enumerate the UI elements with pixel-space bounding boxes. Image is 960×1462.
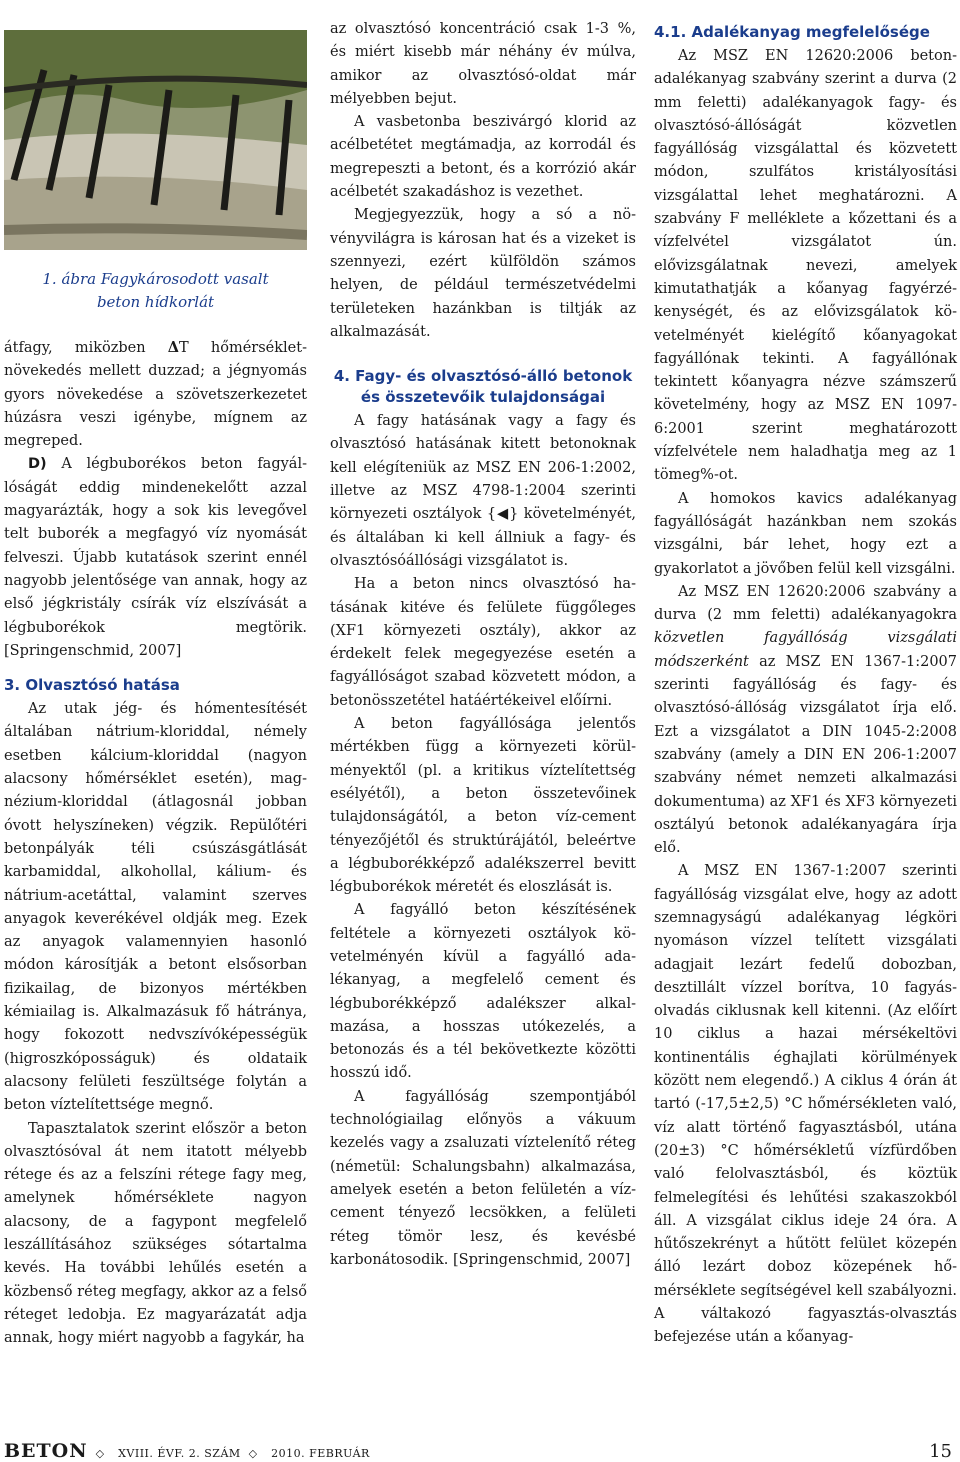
- column-2: [330, 18, 636, 1272]
- text-run: } követelményét, és általában ki kell állniuk a fagy- és olvasztósóállósági vizsgálatot is.: [330, 506, 637, 569]
- magazine-name: BETON: [4, 1440, 88, 1462]
- page-footer: [4, 1440, 952, 1460]
- paragraph: A fagyállóság szempontjából technológiailag előnyös a vákuum kezelés vagy a zsaluzati víztelenítő réteg (németül: Schalungsbahn) alkalmazása, amelyek esetén a beton felületén a víz-cement tényező lecsökken, a felületi réteg tömör lesz, és kevésbé karbonátosodik. [Springenschmid, 2007]: [330, 1088, 636, 1268]
- paragraph: Az MSZ EN 12620:2006 betonadalékanyag szabvány szerint a durva (2 mm feletti) adalékanyagok fagy- és olvasztósó-állóságát közvetlen fagyállóság vizsgálattal és közvetett módon, szulfátos kristályosítási vizsgálattal lehet meghatározni. A szabvány F melléklete a kőzettani és a vízfelvétel vizsgálatot ún. elővizsgálatnak nevezi, amelyek kimutathatják a kőanyag fagyérzékenységét, és az elővizsgálatok követelményét kielégítő kőanyagokat fagyállónak tekinti. A fagyállónak tekintett kőanyagra nézve számszerű követelmény, hogy az MSZ EN 1097-6:2001 szerint meghatározott vízfelvétele nem haladhatja meg az 1 tömeg%-ot.: [654, 48, 957, 484]
- diamond-icon: ◇: [248, 1447, 258, 1460]
- caption-line-1: 1. ábra Fagykárosodott vasalt: [42, 270, 269, 288]
- text-run: A légbuborékos beton fagyállóságát eddig mindenekelőtt azzal magyarázták, hogy a sok kis levegővel telt buborék a megfagyó víz nyomását felveszi. Újabb kutatások szerint ennél nagyobb jelentősége van annak, hogy az első jégkristály csírák víz elszívását a légbuborékok megtörik. [Springenschmid, 2007]: [4, 456, 307, 659]
- caption-line-2: beton hídkorlát: [96, 293, 215, 311]
- section-heading: 3. Olvasztósó hatása: [4, 676, 180, 695]
- bridge-railing-photo: [4, 30, 307, 250]
- emphasis: közvetlen fagyállóság vizsgálati módszerként: [654, 630, 957, 670]
- text-run: A fagy hatásának vagy a fagy és olvasztósó hatásának kitett betonoknak kell elégíteniük az MSZ EN 206-1:2002, illetve az MSZ 4798-1:2004 szerinti környezeti osztályok {: [330, 413, 636, 523]
- paragraph: [654, 581, 957, 861]
- paragraph: [4, 336, 307, 453]
- paragraph: A fagyálló beton készítésének feltétele a környezeti osztályok követelményén kívül a fagyálló adalékanyag, a megfelelő cement és légbuborékképző adalékszer alkalmazása, a hosszas utókezelés, a betonozás és a tél bekövetkezte közötti hosszú idő.: [330, 902, 636, 1082]
- paragraph: A MSZ EN 1367-1:2007 szerinti fagyállóság vizsgálat elve, hogy az adott szemnagyságú adalékanyag légköri nyomáson vízzel telített vizsgálati adagjait lezárt fedelű dobozban, desztillált vízzel borítva, 10 fagyás-olvadás ciklusnak kell kitenni. (Az előírt 10 ciklus a hazai mérsékeltövi kontinentális éghajlati körülmények között nem elegendő.) A ciklus 4 órán át tartó (-17,5±2,5) °C hőmérsékleten való, víz alatt történő fagyasztásból, utána (20±3) °C hőmérsékletű vízfürdőben való felolvasztásból, és köztük felmelegítési és lehűtési szakaszokból áll. A vizsgálat ciklus ideje 24 óra. A hűtőszekrényt a hűtött felület közepén álló lezárt doboz közepének hőmérséklete segítségével kell szabályozni. A váltakozó fagyasztás-olvasztás befejezése után a kőanyag-: [654, 863, 957, 1346]
- section-heading: [330, 366, 636, 408]
- heading-line-1: 4. Fagy- és olvasztósó-álló betonok: [333, 367, 633, 386]
- page-number: 15: [929, 1441, 952, 1462]
- text-run: átfagy, miközben: [4, 340, 168, 356]
- paragraph: [4, 453, 307, 663]
- paragraph: Tapasztalatok szerint először a beton olvasztósóval át nem itatott mélyebb rétege és az a felszíni rétege fagy meg, amelynek hőmérséklete nagyon alacsony, de a fagypont megfelelő leszállításához szükséges sótartalma kevés. Ha további lehűlés esetén a közbenső réteg megfagy, akkor az a felső réteget ledobja. Ez magyarázatát adja annak, hogy miért nagyobb a fagykár, ha: [4, 1120, 307, 1347]
- heading-line-2: és összetevőik tulajdonságai: [360, 388, 606, 407]
- paragraph: A vasbetonba beszivárgó klorid az acélbetétet megtámadja, az korrodál és megrepeszti a betont, és a korrózió akár acélbetét szakadáshoz is vezethet.: [330, 114, 636, 201]
- delta-symbol: Δ: [167, 339, 180, 356]
- text-run: T hőmérsékletnövekedés mellett duzzad; a jégnyomás gyors növekedése a szövetszerkezetet húzásra veszi igénybe, mígnem az megreped.: [4, 340, 308, 450]
- section-heading: 4.1. Adalékanyag megfelelősége: [654, 23, 930, 41]
- triangle-left-icon: ◀: [496, 506, 510, 523]
- text-run: az MSZ EN 1367-1:2007 szerinti fagyállóság és fagy- és olvasztósó-állóság vizsgálatot írja elő. Ezt a vizsgálatot a DIN 1045-2:2008 szabvány (amely a DIN EN 206-1:2007 szabvány német nemzeti alkalmazási dokumentuma) az XF1 és XF3 környezeti osztályú betonok adalékanyagára írja elő.: [654, 653, 957, 857]
- paragraph: Megjegyezzük, hogy a só a növényvilágra is károsan hat és a vizeket is szennyezi, ezért külföldön számos helyen, de például természetvédelmi területeken hazánkban is tiltják az alkalmazását.: [330, 207, 636, 340]
- paragraph: az olvasztósó koncentráció csak 1-3 %, és miért kisebb már néhány év múlva, amikor az olvasztósó-oldat már mélyebben bejut.: [330, 21, 636, 107]
- figure-caption: [4, 268, 307, 314]
- issue-date: 2010. FEBRUÁR: [271, 1447, 370, 1460]
- paragraph: [330, 410, 636, 573]
- paragraph: Ha a beton nincs olvasztósó hatásának kitéve és felülete függőleges (XF1 környezeti osztály), akkor az érdekelt felek megegyezése esetén a fagyállóságot szabad közvetett módon, a betonösszetétel hatáértékeivel előírni.: [330, 576, 636, 709]
- text-run: Az MSZ EN 12620:2006 szabvány a durva (2 mm feletti) adalékanyagokra: [654, 583, 957, 624]
- column-3: [654, 18, 957, 1350]
- item-label: D): [28, 456, 47, 473]
- paragraph: Az utak jég- és hómentesítését általában nátrium-kloriddal, némely esetben kálcium-kloriddal (nagyon alacsony hőmérséklet esetén), magnézium-kloriddal (átlagosnál jobban óvott helyszíneken) végzik. Repülőtéri betonpályák téli csúszásgátlását karbamiddal, alkohollal, kálium- és nátrium-acetáttal, valamint szerves anyagok keverékével oldják meg. Ezek az anyagok valamennyien hasonló módon károsítják a betont elsősorban fizikailag, de bizonyos mértékben kémiailag is. Alkalmazásuk fő hátránya, hogy fokozott nedvszívóképességük (higroszkóposságuk) és oldataik alacsony felületi feszültsége folytán a beton víztelítettsége megnő.: [4, 701, 307, 1114]
- paragraph: A beton fagyállósága jelentős mértékben függ a környezeti körülményektől (pl. a kritikus víztelítettség esélyétől), a beton összetevőinek tulajdonságától, a beton víz-cement tényezőjétől és struktúrájától, beleértve a légbuborékképző adalékszerrel bevitt légbuborékok méretét és eloszlását is.: [330, 716, 636, 896]
- paragraph: A homokos kavics adalékanyag fagyállóságát hazánkban nem szokás vizsgálni, bár lehet, hogy ezt a gyakorlatot a jövőben felül kell vizsgálni.: [654, 490, 957, 577]
- column-1: [4, 18, 307, 1350]
- diamond-icon: ◇: [95, 1447, 105, 1460]
- figure-photo: [4, 30, 307, 250]
- issue-info: XVIII. ÉVF. 2. SZÁM: [118, 1447, 241, 1460]
